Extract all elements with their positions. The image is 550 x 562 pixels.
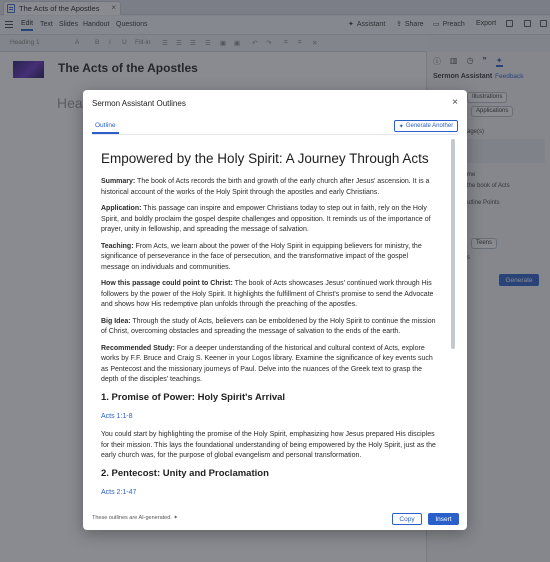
section-label: How this passage could point to Christ: — [101, 280, 233, 287]
outlines-modal — [83, 90, 467, 530]
section-label: Big Idea: — [101, 317, 131, 325]
teaching-section — [101, 242, 437, 274]
generate-another-label: Generate Another — [405, 123, 454, 129]
section-text: From Acts, we learn about the power of the Holy Spirit in equipping believers for ministry, the significance of perseverance in the face of persecution, and the transformative impact of the gospel message on individuals and communities. — [101, 242, 422, 271]
modal-title: Sermon Assistant Outlines — [92, 99, 186, 108]
scrollbar[interactable] — [451, 139, 455, 504]
scrollbar-thumb[interactable] — [451, 139, 455, 349]
outline-content[interactable] — [101, 146, 437, 508]
outline-heading: Empowered by the Holy Spirit: A Journey Through Acts — [101, 151, 429, 166]
section-label: Teaching: — [101, 242, 134, 250]
section-text: This passage can inspire and empower Christians today to step out in faith, rely on the Holy Spirit, and boldly proclaim the gospel despite challenges and opposition. It reminds us of the importance of prayer, unity in fellowship, and spreading the message of salvation. — [101, 205, 431, 233]
copy-button[interactable]: Copy — [392, 513, 422, 525]
section-label: Summary: — [101, 178, 136, 185]
big-idea-section — [101, 317, 437, 338]
insert-button[interactable]: Insert — [428, 513, 459, 525]
ai-generated-note — [92, 515, 178, 521]
summary-section — [101, 177, 437, 198]
recommended-study-section — [101, 344, 437, 386]
close-icon[interactable]: × — [452, 97, 458, 108]
ai-note-text: These outlines are AI-generated. — [92, 515, 172, 521]
section-text: For a deeper understanding of the historical and cultural context of Acts, explore works by F.F. Bruce and Craig S. Keener in your Logos library. Examine the significance of key events such as Pentecost and the missionary journeys of Paul. Delve into the nuances of the Greek text to grasp the depth of the disciples' teachings. — [101, 344, 433, 383]
application-section — [101, 204, 437, 236]
section-text: The book of Acts records the birth and growth of the early church after Jesus' ascension. It is a historical account of the works of the Holy Spirit through the apostles and early Christians. — [101, 178, 430, 196]
section-label: Application: — [101, 205, 142, 212]
scripture-link[interactable]: Acts 1:1-8 — [101, 412, 133, 420]
section-text: The book of Acts showcases Jesus' continued work through His followers by the power of the Holy Spirit. It highlights the fulfillment of Christ's promise to send the Advocate and shows how His redemptive plan unfolds through the preaching of the apostles. — [101, 280, 434, 308]
section-label: Recommended Study: — [101, 344, 175, 352]
point-text: You could start by highlighting the promise of the Holy Spirit, emphasizing how Jesus prepared His disciples for their mission. This lays the foundational understanding of being empowered by the Holy Spirit, just as the early church was, for the purpose of global evangelism and personal transformation. — [101, 431, 436, 459]
christ-section — [101, 279, 437, 311]
point-title: 1. Promise of Power: Holy Spirit's Arrival — [101, 391, 286, 403]
section-text: Through the study of Acts, believers can be emboldened by the Holy Spirit to continue the mission of Christ, overcoming obstacles and spreading the message of salvation to the ends of the earth. — [101, 317, 436, 335]
ai-sparkle-icon: ✦ — [173, 515, 178, 521]
tab-outline[interactable]: Outline — [92, 119, 119, 134]
sparkle-icon: ✦ — [398, 123, 404, 130]
generate-another-button[interactable] — [394, 120, 458, 132]
scripture-link[interactable]: Acts 2:1-47 — [101, 488, 137, 496]
point-title: 2. Pentecost: Unity and Proclamation — [101, 467, 269, 479]
